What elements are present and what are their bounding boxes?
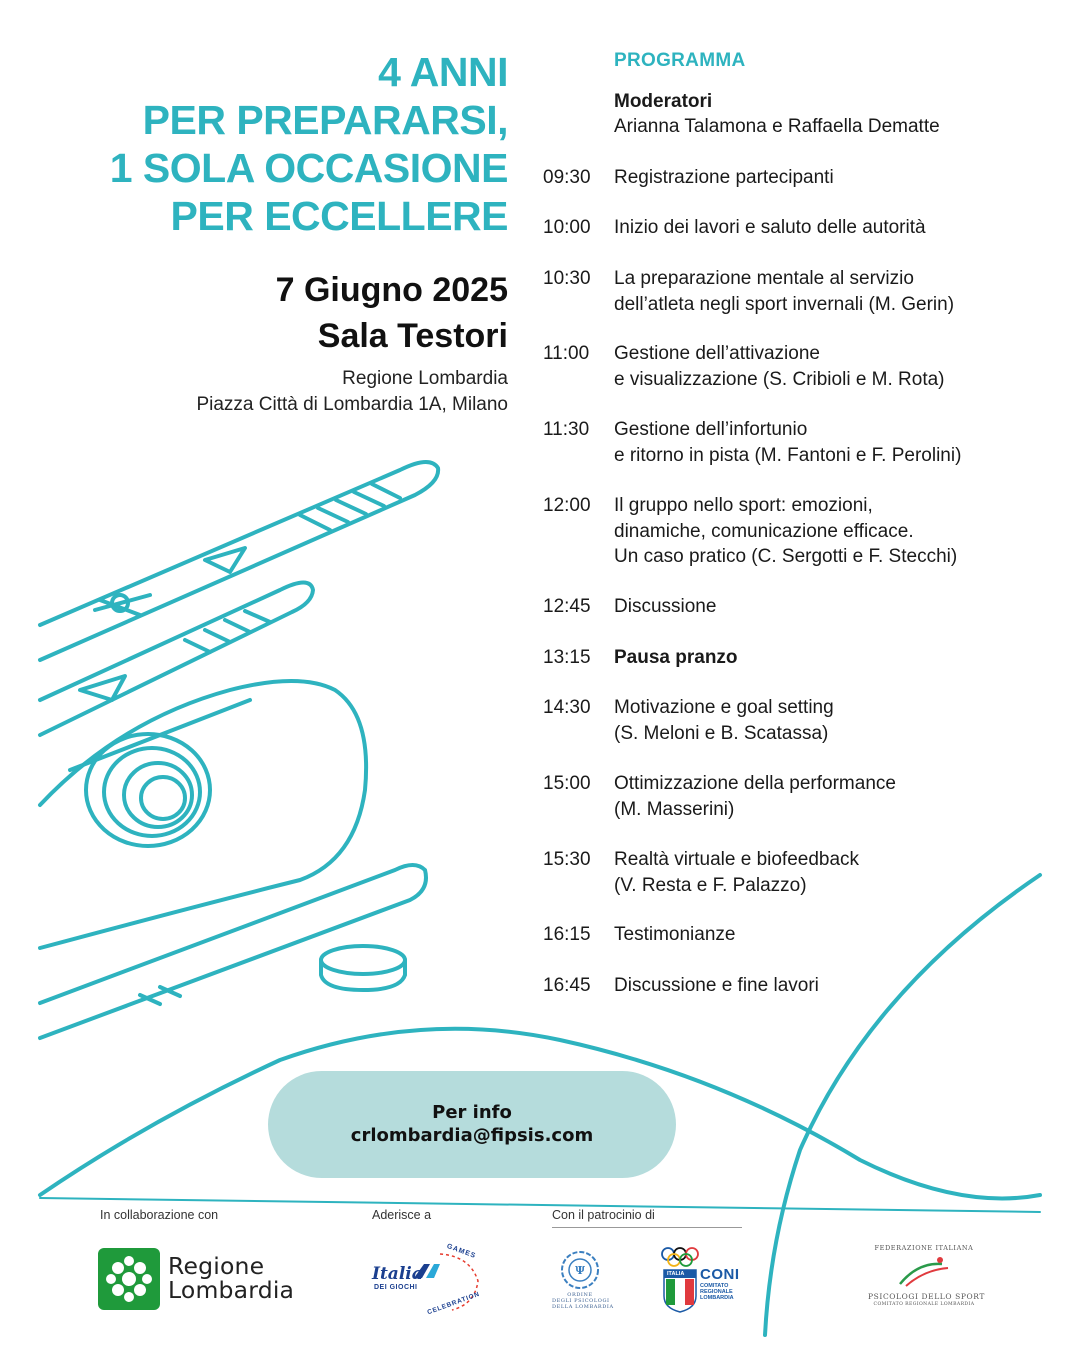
collaboration-label: In collaborazione con: [100, 1208, 219, 1222]
schedule-item: [543, 341, 945, 392]
schedule-time: 13:15: [543, 647, 591, 668]
headline: [110, 48, 508, 240]
schedule-time: 16:15: [543, 924, 591, 945]
schedule-item: [543, 594, 716, 620]
schedule-time: 12:00: [543, 495, 591, 516]
schedule-desc: [614, 341, 945, 392]
schedule-line: Testimonianze: [614, 924, 736, 945]
program-title: PROGRAMMA: [614, 50, 746, 71]
hockey-stick-illustration: [40, 865, 426, 1038]
schedule-line: dinamiche, comunicazione efficace.: [614, 520, 914, 542]
moderators: [614, 89, 940, 139]
address-line: Piazza Città di Lombardia 1A, Milano: [196, 394, 508, 415]
schedule-time: 11:30: [543, 419, 590, 440]
regione-logo-text: [168, 1254, 294, 1302]
ordine-logo-line: DEGLI PSICOLOGI: [552, 1298, 610, 1304]
schedule-item: [543, 973, 819, 999]
regione-lombardia-logo: [98, 1248, 313, 1310]
info-label: Per info: [432, 1102, 512, 1123]
schedule-time: 12:45: [543, 596, 591, 617]
headline-line: PER ECCELLERE: [170, 193, 508, 239]
coni-logo-line: REGIONALE: [700, 1289, 733, 1295]
schedule-line: Discussione: [614, 596, 717, 617]
schedule-desc: [614, 695, 834, 746]
schedule-desc: [614, 165, 834, 191]
patronage-label: Con il patrocinio di: [552, 1208, 655, 1222]
schedule-line: Il gruppo nello sport: emozioni,: [614, 495, 873, 516]
schedule-time: 15:00: [543, 773, 591, 794]
schedule-line: e visualizzazione (S. Cribioli e M. Rota): [614, 368, 945, 390]
schedule-line: Gestione dell’attivazione: [614, 343, 820, 364]
coni-logo: [660, 1246, 750, 1314]
schedule-item: [543, 417, 961, 468]
schedule-line: Motivazione e goal setting: [614, 697, 834, 718]
italia-logo-arc-bottom: CELEBRATION: [426, 1290, 481, 1317]
coni-logo-sub: [700, 1283, 734, 1301]
schedule-line: e ritorno in pista (M. Fantoni e F. Perolini): [614, 444, 962, 466]
schedule-desc: [614, 417, 961, 468]
italia-logo-main: Italia: [372, 1264, 423, 1284]
schedule-time: 11:00: [543, 343, 590, 364]
address-line: Regione Lombardia: [342, 368, 508, 389]
schedule-line: (S. Meloni e B. Scatassa): [614, 722, 829, 744]
regione-logo-line: Lombardia: [168, 1276, 295, 1304]
schedule-line: Realtà virtuale e biofeedback: [614, 849, 860, 870]
schedule-line: Pausa pranzo: [614, 647, 738, 668]
schedule-item: [543, 165, 834, 191]
schedule-line: (V. Resta e F. Palazzo): [614, 874, 807, 896]
event-date: 7 Giugno 2025: [275, 271, 508, 309]
schedule-item: [543, 493, 957, 570]
schedule-line: Discussione e fine lavori: [614, 975, 819, 996]
moderators-label: Moderatori: [614, 91, 713, 112]
schedule-item: [543, 215, 926, 241]
coni-flag-label: ITALIA: [667, 1271, 685, 1277]
schedule-time: 15:30: [543, 849, 591, 870]
ordine-logo-line: ORDINE: [567, 1292, 593, 1298]
patronage-rule: [552, 1227, 742, 1228]
schedule-time: 09:30: [543, 167, 591, 188]
schedule-desc: [614, 215, 926, 241]
schedule-desc: [614, 266, 954, 317]
schedule-desc: [614, 847, 859, 898]
headline-line: 4 ANNI: [378, 49, 508, 95]
schedule-line: La preparazione mentale al servizio: [614, 268, 914, 289]
headline-line: 1 SOLA OCCASIONE: [109, 145, 508, 191]
schedule-desc: [614, 922, 735, 948]
regione-logo-line: Regione: [168, 1252, 265, 1280]
ski-top-illustration: [40, 462, 438, 660]
schedule-desc: [614, 973, 819, 999]
schedule-time: 16:45: [543, 975, 591, 996]
fipsis-logo-line: FEDERAZIONE ITALIANA: [874, 1244, 974, 1252]
schedule-item: [543, 771, 896, 822]
event-address: [196, 366, 508, 418]
info-box: [268, 1071, 676, 1178]
schedule-line: Gestione dell’infortunio: [614, 419, 808, 440]
headline-line: PER PREPARARSI,: [142, 97, 508, 143]
italia-dei-giochi-logo: [370, 1242, 485, 1317]
italia-logo-sub: DEI GIOCHI: [374, 1284, 418, 1291]
schedule-desc: [614, 493, 957, 570]
ordine-psicologi-logo: [552, 1246, 614, 1314]
coni-logo-main: CONI: [700, 1266, 740, 1283]
fipsis-athlete-icon: [868, 1254, 980, 1294]
fipsis-logo: [868, 1244, 985, 1316]
snowboard-illustration: [40, 681, 366, 948]
schedule-item: [543, 922, 735, 948]
schedule-desc: [614, 645, 738, 671]
moderators-names: Arianna Talamona e Raffaella Dematte: [614, 116, 940, 137]
schedule-line: Ottimizzazione della performance: [614, 773, 896, 794]
ordine-logo-line: DELLA LOMBARDIA: [552, 1304, 614, 1310]
schedule-time: 10:00: [543, 217, 591, 238]
adherence-label: Aderisce a: [372, 1208, 432, 1222]
schedule-desc: [614, 771, 896, 822]
schedule-item: [543, 847, 859, 898]
schedule-time: 14:30: [543, 697, 591, 718]
coni-logo-line: LOMBARDIA: [700, 1295, 734, 1301]
info-email-link[interactable]: crlombardia@fipsis.com: [350, 1125, 594, 1146]
fipsis-logo-line: COMITATO REGIONALE LOMBARDIA: [873, 1302, 975, 1307]
regione-rosa-camuna-icon: [98, 1248, 160, 1310]
schedule-item: [543, 645, 738, 671]
schedule-time: 10:30: [543, 268, 591, 289]
schedule-line: Registrazione partecipanti: [614, 167, 834, 188]
svg-text:Ψ: Ψ: [574, 1264, 586, 1277]
schedule-item: [543, 695, 834, 746]
schedule-line: dell’atleta negli sport invernali (M. Gerin): [614, 293, 955, 315]
schedule-item: [543, 266, 954, 317]
schedule-line: Inizio dei lavori e saluto delle autorità: [614, 217, 926, 238]
schedule-line: (M. Masserini): [614, 798, 735, 820]
schedule-desc: [614, 594, 716, 620]
event-venue: Sala Testori: [317, 317, 508, 355]
schedule-line: Un caso pratico (C. Sergotti e F. Stecchi): [614, 546, 958, 567]
fipsis-logo-line: PSICOLOGI DELLO SPORT: [868, 1292, 985, 1301]
coni-logo-line: COMITATO: [700, 1283, 729, 1289]
italia-logo-arc-top: GAMES: [445, 1242, 477, 1261]
ordine-logo-text: [552, 1292, 614, 1310]
